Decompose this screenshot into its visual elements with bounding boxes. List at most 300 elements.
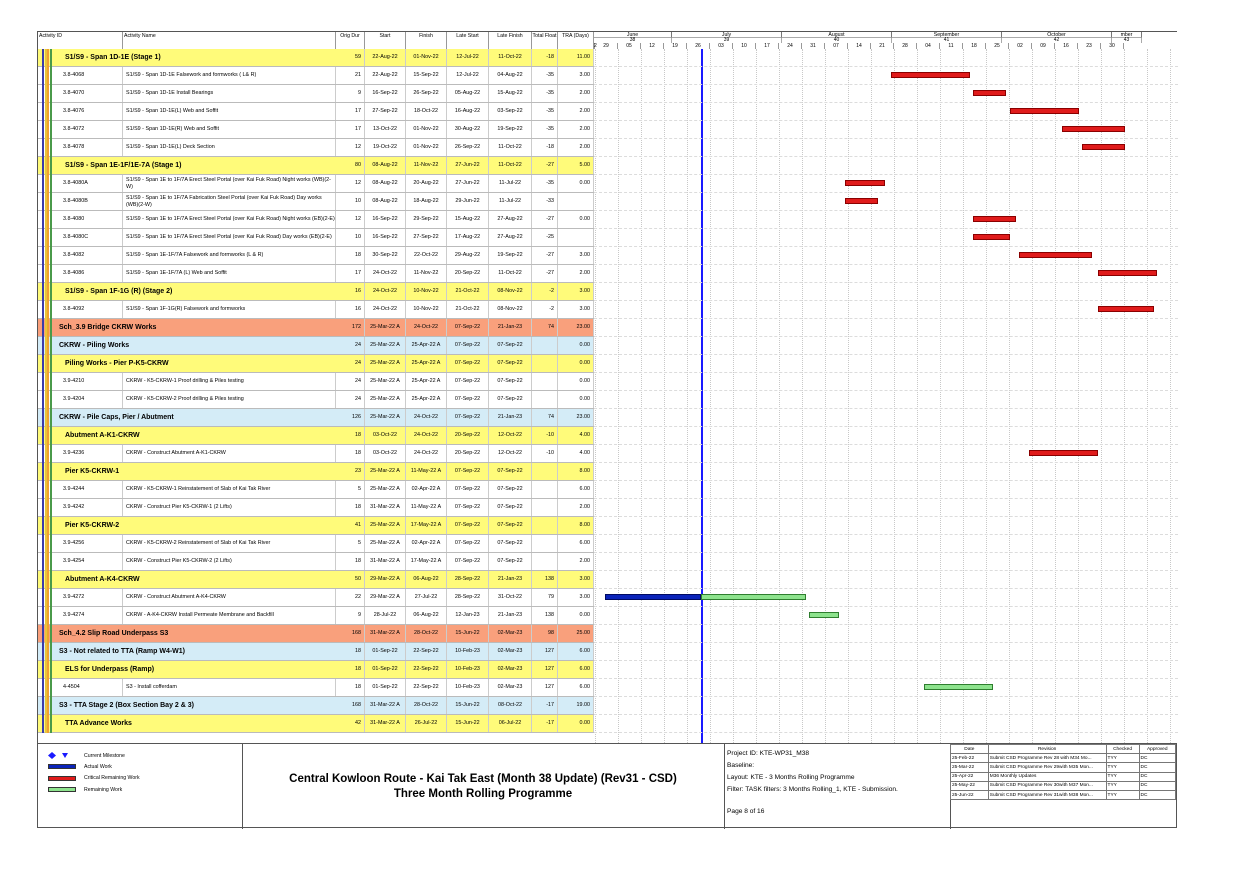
orig-dur-cell: 18 [336,427,365,444]
gantt-row-gridline [594,156,1178,157]
timescale-day: 10 [733,43,756,49]
start-cell: 24-Oct-22 [365,265,406,282]
activity-name: CKRW - A-K4-CKRW Install Permeate Membrane and Backfill [123,607,336,624]
activity-name: S1/S9 - Span 1D-1E(R) Web and Soffit [123,121,336,138]
gantt-gridline [871,49,872,743]
activity-id: 3.9-4242 [60,499,123,516]
table-row[interactable] [38,373,594,391]
late-finish-cell: 11-Jul-22 [489,175,532,192]
tra-cell: 2.00 [558,499,594,516]
finish-cell: 10-Nov-22 [406,283,447,300]
orig-dur-cell: 21 [336,67,365,84]
table-row[interactable] [38,139,594,157]
wbs-row[interactable] [38,409,594,427]
table-row[interactable] [38,301,594,319]
start-cell: 24-Oct-22 [365,301,406,318]
activity-name: S1/S9 - Span 1E-1F/7A Falsework and formworks (L & R) [123,247,336,264]
tra-cell [558,193,594,210]
gantt-row-gridline [594,480,1178,481]
activity-name: CKRW - K5-CKRW-1 Proof drilling & Piles testing [123,373,336,390]
late-finish-cell: 27-Aug-22 [489,211,532,228]
late-finish-cell: 08-Nov-22 [489,283,532,300]
tra-cell: 0.00 [558,355,594,372]
wbs-level-band [50,211,52,229]
timescale-month: mber [1112,32,1142,38]
table-row[interactable] [38,445,594,463]
gantt-row-gridline [594,174,1178,175]
total-float-cell: -18 [532,139,558,156]
timescale-day: 16 [1055,43,1078,49]
tra-cell: 6.00 [558,679,594,696]
late-start-cell: 26-Sep-22 [447,139,489,156]
late-finish-cell: 21-Jan-23 [489,571,532,588]
gantt-row-gridline [594,282,1178,283]
wbs-level-band [50,103,52,121]
total-float-cell: -35 [532,175,558,192]
tra-cell: 6.00 [558,481,594,498]
wbs-level-band [50,589,52,607]
finish-cell: 06-Aug-22 [406,607,447,624]
timescale-day: 2 [594,43,597,49]
wbs-level-band [50,499,52,517]
revision-block [950,744,1176,829]
timescale-day: 07 [825,43,848,49]
total-float-cell: 74 [532,319,558,336]
timescale-day: 23 [1078,43,1101,49]
start-cell: 28-Jul-22 [365,607,406,624]
finish-cell: 01-Nov-22 [406,139,447,156]
start-cell: 25-Mar-22 A [365,517,406,534]
activity-name: CKRW - K5-CKRW-2 Reinstatement of Slab of Kai Tak River [123,535,336,552]
wbs-level-band [50,355,52,373]
orig-dur-cell: 24 [336,373,365,390]
table-row[interactable] [38,85,594,103]
finish-cell: 27-Sep-22 [406,229,447,246]
col-activity-name[interactable]: Activity Name [123,32,336,49]
wbs-row[interactable] [38,643,594,661]
finish-cell: 11-May-22 A [406,499,447,516]
late-start-cell: 12-Jan-23 [447,607,489,624]
start-cell: 01-Sep-22 [365,661,406,678]
activity-name: CKRW - Construct Pier K5-CKRW-2 (2 Lifts) [123,553,336,570]
critical-bar[interactable] [973,90,1006,96]
finish-cell: 26-Jul-22 [406,715,447,732]
finish-cell: 17-May-22 A [406,553,447,570]
wbs-level-band [50,157,52,175]
gantt-row-gridline [594,732,1178,733]
revision-cell: Submit CSD Programme Rev 28 with M34 Mo... [988,754,1106,763]
revision-cell: Submit CSD Programme Rev 29with M35 Mon... [988,763,1106,772]
table-row[interactable] [38,211,594,229]
tra-cell: 0.00 [558,607,594,624]
legend-item [48,764,112,770]
gantt-row-gridline [594,606,1178,607]
actual-bar[interactable] [605,594,700,600]
wbs-level-band [50,175,52,193]
wbs-level-band [50,139,52,157]
wbs-row[interactable] [38,283,594,301]
timescale-day: 30 [1101,43,1124,49]
revision-header: Checked [1106,745,1139,754]
remaining-bar[interactable] [924,684,993,690]
tra-cell: 0.00 [558,391,594,408]
total-float-cell: -17 [532,715,558,732]
table-row[interactable] [38,499,594,517]
tra-cell: 11.00 [558,49,594,66]
legend-item [48,787,122,793]
total-float-cell [532,553,558,570]
timescale-day: 25 [986,43,1009,49]
table-row[interactable] [38,679,594,697]
milestone-legend-icon [48,752,76,759]
finish-cell: 22-Sep-22 [406,643,447,660]
wbs-row[interactable] [38,337,594,355]
start-cell: 24-Oct-22 [365,283,406,300]
gantt-row-gridline [594,642,1178,643]
timescale-day: 19 [664,43,687,49]
finish-cell: 24-Oct-22 [406,445,447,462]
orig-dur-cell: 10 [336,193,365,210]
finish-cell: 02-Apr-22 A [406,535,447,552]
gantt-row-gridline [594,102,1178,103]
table-row[interactable] [38,175,594,193]
activity-id: 3.8-4080B [60,193,123,210]
table-row[interactable] [38,265,594,283]
wbs-row[interactable] [38,49,594,67]
col-total-float[interactable]: Total Float [532,32,558,49]
late-start-cell: 29-Jun-22 [447,193,489,210]
finish-cell: 25-Apr-22 A [406,373,447,390]
table-header [38,32,597,50]
start-cell: 29-Mar-22 A [365,571,406,588]
tra-cell: 4.00 [558,427,594,444]
total-float-cell [532,517,558,534]
wbs-row[interactable] [38,517,594,535]
revision-row [951,772,1176,781]
late-finish-cell: 07-Sep-22 [489,481,532,498]
wbs-row[interactable] [38,157,594,175]
late-start-cell: 07-Sep-22 [447,535,489,552]
wbs-row[interactable] [38,697,594,715]
table-row[interactable] [38,481,594,499]
critical-bar[interactable] [1062,126,1124,132]
title-block [242,744,725,829]
activity-name: S1/S9 - Span 1E-1F/7A (L) Web and Soffit [123,265,336,282]
total-float-cell: 127 [532,643,558,660]
late-start-cell: 07-Sep-22 [447,553,489,570]
total-float-cell: -25 [532,229,558,246]
col-activity-id[interactable]: Activity ID [38,32,123,49]
project-baseline: Baseline: [727,762,755,769]
late-finish-cell: 19-Sep-22 [489,121,532,138]
revision-row [951,763,1176,772]
activity-id: 3.9-4254 [60,553,123,570]
wbs-name: S1/S9 - Span 1D-1E (Stage 1) [65,54,161,61]
late-start-cell: 10-Feb-23 [447,643,489,660]
start-cell: 25-Mar-22 A [365,409,406,426]
wbs-row[interactable] [38,571,594,589]
start-cell: 31-Mar-22 A [365,715,406,732]
table-row[interactable] [38,247,594,265]
late-finish-cell: 02-Mar-23 [489,643,532,660]
late-finish-cell: 11-Oct-22 [489,139,532,156]
gantt-gridline [917,49,918,743]
col-start[interactable]: Start [365,32,406,49]
late-finish-cell: 07-Sep-22 [489,553,532,570]
orig-dur-cell: 18 [336,499,365,516]
orig-dur-cell: 12 [336,139,365,156]
col-tra-days[interactable]: TRA (Days) [558,32,594,49]
table-row[interactable] [38,391,594,409]
table-row[interactable] [38,193,594,211]
start-cell: 31-Mar-22 A [365,499,406,516]
wbs-level-band [50,643,52,661]
report-title: Central Kowloon Route - Kai Tak East (Month 38 Update) (Rev31 - CSD) [289,772,677,785]
wbs-row[interactable] [38,715,594,733]
wbs-name: Abutment A-K1-CKRW [65,432,140,439]
table-row[interactable] [38,553,594,571]
late-finish-cell: 02-Mar-23 [489,679,532,696]
wbs-level-band [50,625,52,643]
gantt-row-gridline [594,192,1178,193]
tra-cell: 6.00 [558,643,594,660]
wbs-level-band [50,427,52,445]
late-start-cell: 30-Aug-22 [447,121,489,138]
gantt-gridline [779,49,780,743]
gantt-row-gridline [594,120,1178,121]
total-float-cell: -17 [532,697,558,714]
wbs-level-band [50,85,52,103]
wbs-level-band [50,409,52,427]
wbs-level-band [50,283,52,301]
late-finish-cell: 07-Sep-22 [489,499,532,516]
wbs-name: CKRW - Pile Caps, Pier / Abutment [59,414,174,421]
late-finish-cell: 08-Oct-22 [489,697,532,714]
gantt-gridline [894,49,895,743]
gantt-gridline [1078,49,1079,743]
gantt-gridline [664,49,665,743]
finish-cell: 11-May-22 A [406,463,447,480]
revision-cell: 25-Apr-22 [951,772,989,781]
gantt-row-gridline [594,408,1178,409]
wbs-level-band [50,463,52,481]
wbs-level-band [50,715,52,733]
late-finish-cell: 02-Mar-23 [489,625,532,642]
orig-dur-cell: 18 [336,643,365,660]
start-cell: 25-Mar-22 A [365,373,406,390]
activity-id: 3.8-4072 [60,121,123,138]
table-row[interactable] [38,103,594,121]
timescale-week: 39 [672,38,782,43]
orig-dur-cell: 126 [336,409,365,426]
timescale-day: 14 [848,43,871,49]
late-start-cell: 15-Jun-22 [447,697,489,714]
revision-cell: DC [1139,781,1175,790]
gantt-row-gridline [594,588,1178,589]
critical-bar[interactable] [1019,252,1091,258]
report-subtitle: Three Month Rolling Programme [393,787,573,800]
late-start-cell: 15-Aug-22 [447,211,489,228]
wbs-name: Sch_3.9 Bridge CKRW Works [59,324,157,331]
orig-dur-cell: 10 [336,229,365,246]
start-cell: 25-Mar-22 A [365,355,406,372]
gantt-row-gridline [594,354,1178,355]
col-orig-dur[interactable]: Orig Dur [336,32,365,49]
critical-bar[interactable] [845,198,878,204]
critical-bar[interactable] [1029,450,1098,456]
col-finish[interactable]: Finish [406,32,447,49]
total-float-cell: 127 [532,679,558,696]
wbs-row[interactable] [38,463,594,481]
timescale-day: 28 [894,43,917,49]
late-start-cell: 07-Sep-22 [447,373,489,390]
revision-cell: Submit CSD Programme Rev 30with M37 Mon... [988,781,1106,790]
wbs-row[interactable] [38,661,594,679]
table-row[interactable] [38,589,594,607]
wbs-row[interactable] [38,427,594,445]
legend-label: Actual Work [84,763,112,770]
finish-cell: 22-Sep-22 [406,679,447,696]
late-start-cell: 10-Feb-23 [447,679,489,696]
wbs-level-band [50,517,52,535]
critical-bar[interactable] [845,180,884,186]
legend-label: Remaining Work [84,786,123,793]
start-cell: 25-Mar-22 A [365,337,406,354]
revision-row [951,790,1176,799]
finish-cell: 28-Oct-22 [406,697,447,714]
gantt-gridline [687,49,688,743]
wbs-level-band [50,49,52,67]
table-row[interactable] [38,121,594,139]
tra-cell: 3.00 [558,247,594,264]
finish-cell: 29-Sep-22 [406,211,447,228]
timescale-day: 26 [687,43,710,49]
finish-cell: 28-Oct-22 [406,625,447,642]
gantt-gridline [1055,49,1056,743]
finish-cell: 11-Nov-22 [406,265,447,282]
start-cell: 16-Sep-22 [365,229,406,246]
timescale-day: 24 [779,43,802,49]
wbs-row[interactable] [38,625,594,643]
critical-bar[interactable] [1010,108,1079,114]
activity-id: 3.9-4204 [60,391,123,408]
start-cell: 29-Mar-22 A [365,589,406,606]
total-float-cell [532,463,558,480]
timescale-day: 18 [963,43,986,49]
gantt-row-gridline [594,462,1178,463]
finish-cell: 11-Nov-22 [406,157,447,174]
late-finish-cell: 21-Jan-23 [489,319,532,336]
finish-cell: 20-Aug-22 [406,175,447,192]
wbs-level-band [50,193,52,211]
orig-dur-cell: 22 [336,589,365,606]
col-late-finish[interactable]: Late Finish [489,32,532,49]
timescale-day: 31 [802,43,825,49]
tra-cell: 3.00 [558,571,594,588]
wbs-name: S3 - TTA Stage 2 (Box Section Bay 2 & 3) [59,702,194,709]
revision-cell: DC [1139,772,1175,781]
wbs-level-band [50,121,52,139]
late-finish-cell: 06-Jul-22 [489,715,532,732]
tra-cell: 2.00 [558,121,594,138]
tra-cell: 6.00 [558,661,594,678]
wbs-name: Pier K5-CKRW-2 [65,522,120,529]
critical-bar[interactable] [1098,306,1154,312]
critical-bar[interactable] [1098,270,1157,276]
late-finish-cell: 07-Sep-22 [489,391,532,408]
start-cell: 01-Sep-22 [365,679,406,696]
activity-id: 3.9-4210 [60,373,123,390]
finish-cell: 10-Nov-22 [406,301,447,318]
table-row[interactable] [38,535,594,553]
start-cell: 03-Oct-22 [365,427,406,444]
activity-name: S1/S9 - Span 1E to 1F/7A Erect Steel Portal (over Kai Fuk Road) Day works (EB)(2-E) [123,229,336,246]
activity-id: 3.8-4078 [60,139,123,156]
gantt-gridline [1170,49,1171,743]
wbs-name: ELS for Underpass (Ramp) [65,666,155,673]
table-row[interactable] [38,607,594,625]
revision-row [951,754,1176,763]
late-start-cell: 28-Sep-22 [447,589,489,606]
critical-bar[interactable] [973,234,1009,240]
critical-bar[interactable] [1082,144,1125,150]
orig-dur-cell: 18 [336,679,365,696]
tra-cell: 6.00 [558,535,594,552]
activity-name: S1/S9 - Span 1D-1E Falsework and formworks ( L& R) [123,67,336,84]
revision-header: Revision [988,745,1106,754]
table-row[interactable] [38,67,594,85]
gantt-row-gridline [594,714,1178,715]
finish-cell: 22-Sep-22 [406,661,447,678]
revision-row [951,781,1176,790]
activity-name: S3 - Install cofferdam [123,679,336,696]
revision-cell: TYY [1106,772,1139,781]
finish-cell: 25-Apr-22 A [406,337,447,354]
gantt-row-gridline [594,138,1178,139]
wbs-name: TTA Advance Works [65,720,132,727]
wbs-level-band [50,679,52,697]
activity-id: 3.8-4080 [60,211,123,228]
tra-cell: 2.00 [558,103,594,120]
remaining-bar[interactable] [809,612,839,618]
tra-cell: 0.00 [558,715,594,732]
wbs-name: Piling Works - Pier P-K5-CKRW [65,360,169,367]
start-cell: 03-Oct-22 [365,445,406,462]
finish-cell: 24-Oct-22 [406,427,447,444]
late-finish-cell: 19-Sep-22 [489,247,532,264]
activity-name: S1/S9 - Span 1E to 1F/7A Erect Steel Portal (over Kai Fuk Road) Night works (EB)(2-E) [123,211,336,228]
revision-cell: M36 Monthly Updates [988,772,1106,781]
critical-bar[interactable] [891,72,970,78]
tra-cell: 3.00 [558,67,594,84]
late-start-cell: 07-Sep-22 [447,337,489,354]
col-late-start[interactable]: Late Start [447,32,489,49]
wbs-row[interactable] [38,319,594,337]
wbs-row[interactable] [38,355,594,373]
gantt-row-gridline [594,552,1178,553]
timescale-week: 40 [782,38,892,43]
start-cell: 13-Oct-22 [365,121,406,138]
activity-id: 3.9-4274 [60,607,123,624]
remaining-bar[interactable] [701,594,806,600]
wbs-level-band [50,247,52,265]
wbs-level-band [50,265,52,283]
revision-cell: 25-May-22 [951,781,989,790]
table-row[interactable] [38,229,594,247]
wbs-name: Abutment A-K4-CKRW [65,576,140,583]
wbs-level-band [50,553,52,571]
critical-bar[interactable] [973,216,1016,222]
